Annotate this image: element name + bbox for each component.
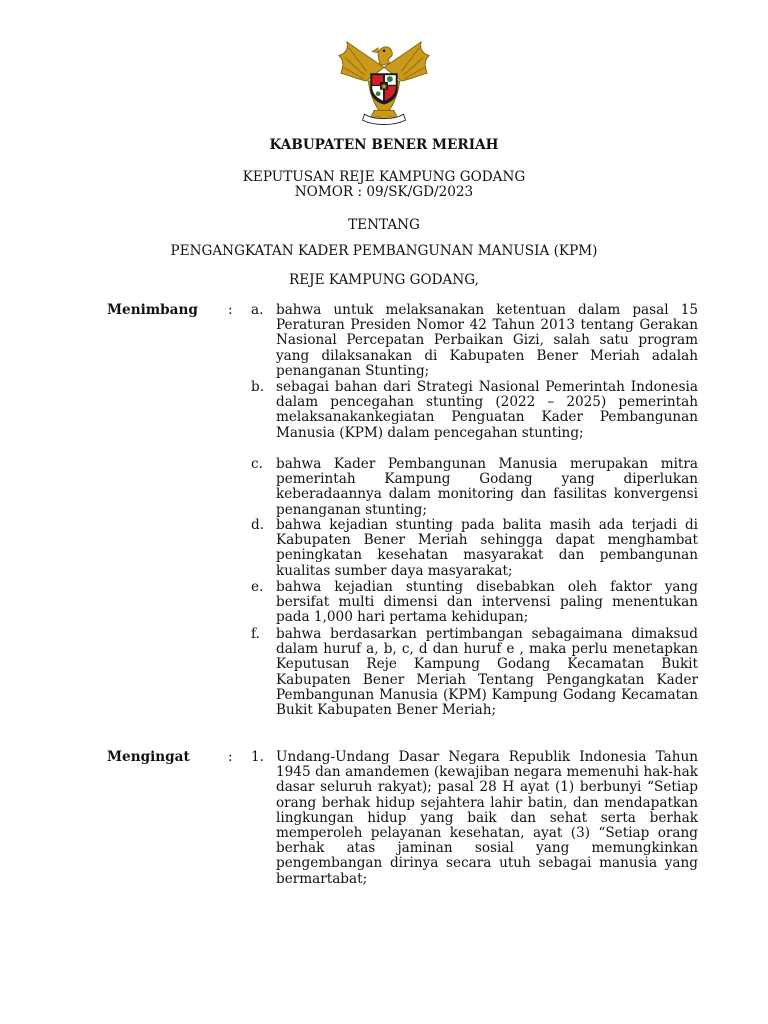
menimbang-marker: b. <box>251 379 265 395</box>
menimbang-item: bahwa kejadian stunting disebabkan oleh faktor yang bersifat multi dimensi dan intervensi paling menentukan pada 1,000 hari pertama kehidupan; <box>276 579 698 626</box>
decree-number: NOMOR : 09/SK/GD/2023 <box>294 184 474 200</box>
menimbang-marker: c. <box>251 456 263 472</box>
mengingat-item: Undang-Undang Dasar Negara Republik Indonesia Tahun 1945 dan amandemen (kewajiban negara memenuhi hak-hak dasar seluruh rakyat); pasal 28 H ayat (1) berbunyi “Setiap orang berhak hidup sejahtera lahir batin, dan mendapatkan lingkungan hidup yang baik dan sehat serta berhak memperoleh pelayanan kesehatan, ayat (3) “Setiap orang berhak atas jaminan sosial yang memungkinkan pengembangan dirinya secara utuh sebagai manusia yang bermartabat; <box>276 749 698 887</box>
regency-title: KABUPATEN BENER MERIAH <box>269 137 499 153</box>
decree-subject: PENGANGKATAN KADER PEMBANGUNAN MANUSIA (KPM) <box>170 243 598 259</box>
menimbang-item: sebagai bahan dari Strategi Nasional Pemerintah Indonesia dalam pencegahan stunting (2022 – 2025) pemerintah melaksanakankegiatan Penguatan Kader Pembangunan Manusia (KPM) dalam pencegahan stunting; <box>276 379 698 441</box>
menimbang-item: bahwa untuk melaksanakan ketentuan dalam pasal 15 Peraturan Presiden Nomor 42 Tahun 2013 tentang Gerakan Nasional Percepatan Perbaikan Gizi, salah satu program yang dilaksanakan di Kabupaten Bener Meriah adalah penanganan Stunting; <box>276 302 698 379</box>
about-heading: TENTANG <box>348 217 420 233</box>
garuda-pancasila-emblem-icon <box>335 38 433 126</box>
menimbang-marker: e. <box>251 579 264 595</box>
menimbang-marker: d. <box>251 517 265 533</box>
menimbang-colon: : <box>228 302 233 318</box>
mengingat-marker: 1. <box>251 749 264 765</box>
menimbang-item: bahwa berdasarkan pertimbangan sebagaimana dimaksud dalam huruf a, b, c, d dan huruf e , maka perlu menetapkan Keputusan Reje Kampung Godang Kecamatan Bukit Kabupaten Bener Meriah Tentang Pengangkatan Kader Pembangunan Manusia (KPM) Kampung Godang Kecamatan Bukit Kabupaten Bener Meriah; <box>276 626 698 719</box>
decree-title: KEPUTUSAN REJE KAMPUNG GODANG <box>242 169 526 185</box>
menimbang-marker: f. <box>251 626 260 642</box>
mengingat-label: Mengingat <box>107 749 190 765</box>
menimbang-label: Menimbang <box>107 302 198 318</box>
menimbang-marker: a. <box>251 302 264 318</box>
menimbang-item: bahwa kejadian stunting pada balita masih ada terjadi di Kabupaten Bener Meriah sehingga dapat menghambat peningkatan kesehatan masyarakat dan pembangunan kualitas sumber daya masyarakat; <box>276 517 698 579</box>
issuer-line: REJE KAMPUNG GODANG, <box>289 272 479 288</box>
menimbang-item: bahwa Kader Pembangunan Manusia merupakan mitra pemerintah Kampung Godang yang diperlukan keberadaannya dalam monitoring dan fasilitas konvergensi penanganan stunting; <box>276 456 698 518</box>
mengingat-colon: : <box>228 749 233 765</box>
